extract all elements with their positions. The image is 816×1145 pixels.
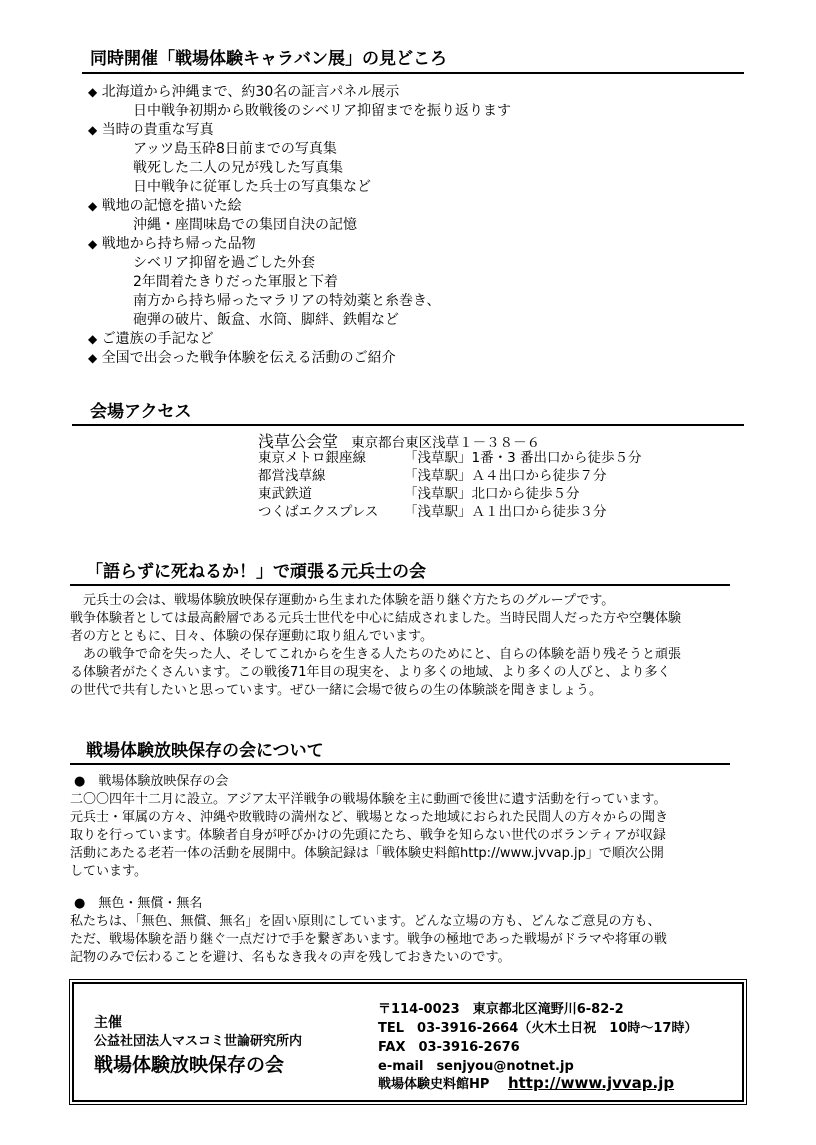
paragraph-line: 戦争体験者としては最高齢層である元兵士世代を中心に結成されました。当時民間人だった方や空襲体験	[70, 611, 682, 626]
address: 〒114-0023 東京都北区滝野川6-82-2	[378, 1002, 624, 1017]
route-line: 都営浅草線	[258, 468, 326, 484]
paragraph-line: る体験者がたくさんいます。この戦後71年目の現実を、より多くの地域、より多くの人びと、より多く	[70, 665, 671, 680]
hp-label: 戦場体験史料館HP	[378, 1077, 490, 1092]
section-heading-about: 戦場体験放映保存の会について	[86, 741, 324, 761]
list-item: ◆ 戦地の記憶を描いた絵	[88, 198, 242, 214]
section-heading-access: 会場アクセス	[90, 402, 192, 422]
list-subitem: 2年間着たきりだった軍服と下着	[133, 274, 338, 290]
route-line: 東武鉄道	[258, 486, 312, 502]
organizer-affiliation: 公益社団法人マスコミ世論研究所内	[94, 1034, 303, 1049]
list-subitem: シベリア抑留を過ごした外套	[133, 255, 315, 271]
route-line: 東京メトロ銀座線	[258, 450, 366, 466]
diamond-bullet-icon: ◆	[88, 332, 98, 346]
fax-number: FAX 03-3916-2676	[378, 1040, 520, 1055]
bullet-heading: ● 無色・無償・無名	[74, 896, 203, 911]
paragraph-line: あの戦争で命を失った人、そしてこれからを生きる人たちのためにと、自らの体験を語り残そうと頑張	[70, 647, 682, 662]
list-item: ◆ 当時の貴重な写真	[88, 122, 214, 138]
diamond-bullet-icon: ◆	[88, 199, 98, 213]
list-subitem: 戦死した二人の兄が残した写真集	[133, 160, 343, 176]
venue-name: 浅草公会堂	[258, 432, 339, 451]
paragraph-line: の世代で共有したいと思っています。ぜひ一緒に会場で彼らの生の体験談を聞きましょう。	[70, 683, 602, 698]
route-detail: 「浅草駅」1番・3 番出口から徒歩５分	[404, 450, 642, 466]
list-item: ◆ ご遺族の手記など	[88, 331, 214, 347]
email-address[interactable]: e-mail senjyou@notnet.jp	[378, 1059, 574, 1074]
diamond-bullet-icon: ◆	[88, 237, 98, 251]
venue-address: 東京都台東区浅草１－３８－６	[351, 435, 541, 451]
section-heading-veterans: 「語らずに死ねるか！」で頑張る元兵士の会	[86, 562, 426, 582]
list-item: ◆ 戦地から持ち帰った品物	[88, 236, 256, 252]
section-divider	[70, 584, 730, 586]
section-divider	[82, 72, 744, 74]
paragraph-line: 私たちは、「無色、無償、無名」を固い原則にしています。どんな立場の方も、どんなご意見の方も、	[70, 914, 661, 929]
list-subitem: 日中戦争初期から敗戦後のシベリア抑留までを振り返ります	[133, 103, 511, 119]
diamond-bullet-icon: ◆	[88, 85, 98, 99]
list-item: ◆ 全国で出会った戦争体験を伝える活動のご紹介	[88, 350, 396, 366]
list-subitem: アッツ島玉砕8日前までの写真集	[133, 141, 337, 157]
website-link[interactable]: http://www.jvvap.jp	[507, 1074, 675, 1092]
paragraph-line: 記物のみで伝わることを避け、名もなき我々の声を残しておきたいのです。	[70, 950, 511, 965]
bullet-heading: ● 戦場体験放映保存の会	[74, 774, 229, 789]
route-detail: 「浅草駅」Ａ１出口から徒歩３分	[404, 504, 607, 520]
section-divider	[72, 424, 744, 426]
list-subitem: 日中戦争に従軍した兵士の写真集など	[133, 179, 371, 195]
section-divider	[70, 763, 730, 765]
paragraph-line: 元兵士・軍属の方々、沖縄や敗戦時の満州など、戦場となった地域におられた民間人の方々からの聞き	[70, 810, 669, 825]
paragraph-line: ただ、戦場体験を語り継ぐ一点だけで手を繋ぎあいます。戦争の極地であった戦場がドラマや将軍の戦	[70, 932, 667, 947]
contact-box	[72, 982, 744, 1102]
paragraph-line: 元兵士の会は、戦場体験放映保存運動から生まれた体験を語り継ぐ方たちのグループです。	[70, 593, 615, 608]
organizer-label: 主催	[94, 1015, 122, 1031]
paragraph-line: 者の方とともに、日々、体験の保存運動に取り組んでいます。	[70, 629, 433, 644]
route-detail: 「浅草駅」Ａ４出口から徒歩７分	[404, 468, 607, 484]
diamond-bullet-icon: ◆	[88, 123, 98, 137]
route-line: つくばエクスプレス	[258, 504, 379, 520]
phone-number: TEL 03-3916-2664（火木土日祝 10時～17時）	[378, 1021, 698, 1036]
diamond-bullet-icon: ◆	[88, 351, 98, 365]
list-subitem: 南方から持ち帰ったマラリアの特効薬と糸巻き、	[133, 293, 441, 309]
paragraph-line: 活動にあたる老若一体の活動を展開中。体験記録は「戦体験史料館http://www.jvvap.jp」で順次公開	[70, 846, 664, 861]
list-subitem: 沖縄・座間味島での集団自決の記憶	[133, 217, 357, 233]
list-item: ◆ 北海道から沖縄まで、約30名の証言パネル展示	[88, 84, 400, 100]
route-detail: 「浅草駅」北口から徒歩５分	[404, 486, 580, 502]
section-heading-highlights: 同時開催「戦場体験キャラバン展」の見どころ	[90, 49, 447, 69]
paragraph-line: しています。	[70, 864, 147, 879]
organizer-name: 戦場体験放映保存の会	[94, 1054, 285, 1076]
paragraph-line: 二〇〇四年十二月に設立。アジア太平洋戦争の戦場体験を主に動画で後世に遺す活動を行っています。	[70, 792, 667, 807]
paragraph-line: 取りを行っています。体験者自身が呼びかけの先頭にたち、戦争を知らない世代のボランティアが収録	[70, 828, 666, 843]
list-subitem: 砲弾の破片、飯盒、水筒、脚絆、鉄帽など	[133, 312, 399, 328]
